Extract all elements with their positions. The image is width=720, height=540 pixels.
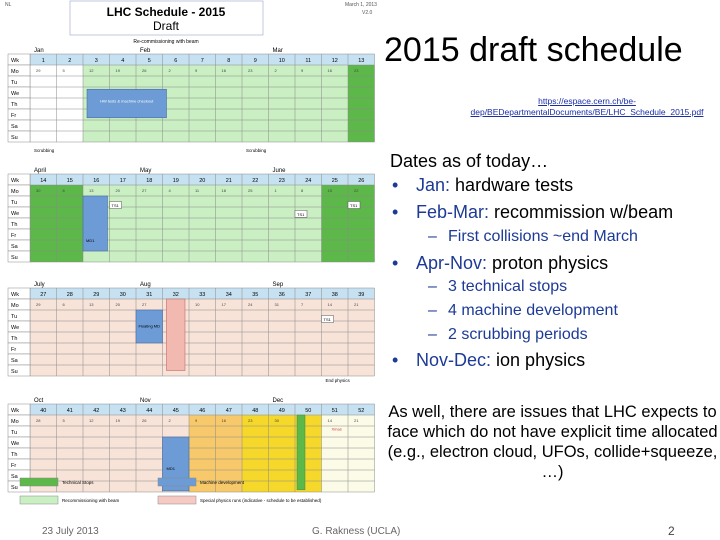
date-label: 16 <box>221 68 226 73</box>
date-label: 22 <box>354 188 359 193</box>
bullet-jan <box>392 174 573 196</box>
calendar-version-label: V2.0 <box>362 10 373 16</box>
week-number: 16 <box>93 178 100 184</box>
date-label: 15 <box>327 188 332 193</box>
xmas-label: Xmas <box>331 426 342 432</box>
day-label: Mo <box>11 419 19 425</box>
legend-swatch <box>158 496 196 504</box>
date-label: 24 <box>248 302 253 307</box>
annotation-label: Scrubbing <box>246 148 267 153</box>
date-label: 2 <box>168 418 171 423</box>
day-label: We <box>11 441 20 447</box>
week-number: 24 <box>305 178 312 184</box>
date-label: 16 <box>327 68 332 73</box>
day-label: Wk <box>11 408 19 414</box>
day-label: Su <box>11 369 18 375</box>
ts-label: TS1 <box>323 317 331 322</box>
month-label: Nov <box>140 398 151 404</box>
date-label: 27 <box>142 302 147 307</box>
date-label: 7 <box>301 302 304 307</box>
week-number: 37 <box>305 292 312 298</box>
week-number: 28 <box>66 292 73 298</box>
week-number: 42 <box>93 408 100 414</box>
annotation-label: Scrubbing <box>34 148 55 153</box>
physics-area <box>30 299 375 376</box>
date-label: 23 <box>354 68 359 73</box>
bullet-marker: • <box>392 175 399 195</box>
month-label: Feb <box>140 48 151 54</box>
day-label: We <box>11 211 20 217</box>
date-label: 26 <box>142 68 147 73</box>
day-label: Wk <box>11 178 19 184</box>
day-label: We <box>11 325 20 331</box>
date-label: 17 <box>221 302 226 307</box>
week-number: 33 <box>199 292 206 298</box>
legend-label: Machine development <box>200 480 245 485</box>
bullet-text: ion physics <box>496 350 586 370</box>
date-label: 30 <box>36 188 41 193</box>
sub-bullet-marker: – <box>428 302 437 319</box>
week-number: 52 <box>358 408 365 414</box>
calendar-corner-label: NL <box>5 2 12 8</box>
week-number: 31 <box>146 292 153 298</box>
week-number: 29 <box>93 292 100 298</box>
schedule-calendar <box>0 0 380 503</box>
day-label: Su <box>11 255 18 261</box>
legend-swatch <box>20 478 58 486</box>
recommission-area <box>189 65 375 142</box>
date-label: 26 <box>142 418 147 423</box>
week-number: 17 <box>119 178 126 184</box>
hw-tests-label: HW tests & machine checkout <box>100 98 154 104</box>
week-number: 49 <box>278 408 285 414</box>
legend-swatch <box>158 478 196 486</box>
week-number: 19 <box>172 178 179 184</box>
date-label: 5 <box>62 418 65 423</box>
date-label: 2 <box>274 68 277 73</box>
sub-bullet-text: First collisions ~end March <box>448 228 638 245</box>
month-label: Oct <box>34 398 44 404</box>
slide-title: 2015 draft schedule <box>384 31 683 69</box>
special-physics-box <box>167 299 186 371</box>
week-number: 26 <box>358 178 365 184</box>
bullet-text: hardware tests <box>455 175 574 195</box>
floating-md-label: Floating MD <box>138 323 161 329</box>
date-label: 19 <box>115 418 120 423</box>
week-number: 11 <box>305 58 312 64</box>
bullet-key: Nov-Dec: <box>416 350 492 370</box>
date-label: 13 <box>89 302 94 307</box>
recommission-annotation: Re-commissioning with beam <box>133 39 199 45</box>
date-label: 21 <box>354 302 359 307</box>
day-label: Mo <box>11 189 19 195</box>
week-number: 18 <box>146 178 153 184</box>
md-label: MD1 <box>166 466 175 471</box>
day-label: Tu <box>11 80 18 86</box>
ts-label: TS1 <box>111 203 119 208</box>
sub-bullet-marker: – <box>428 228 437 245</box>
week-number: 36 <box>278 292 285 298</box>
date-label: 18 <box>221 188 226 193</box>
week-number: 2 <box>68 58 72 64</box>
week-number: 34 <box>225 292 232 298</box>
week-number: 45 <box>172 408 179 414</box>
date-label: 14 <box>327 418 332 423</box>
week-number: 10 <box>278 58 285 64</box>
bullet-apr-nov <box>392 252 608 274</box>
footer-author: G. Rakness (UCLA) <box>312 526 401 537</box>
month-label: Jan <box>34 48 44 54</box>
date-label: 29 <box>36 302 41 307</box>
day-label: Sa <box>11 474 18 480</box>
week-number: 25 <box>331 178 338 184</box>
month-label: June <box>272 168 286 174</box>
month-label: Sep <box>272 282 284 288</box>
date-label: 19 <box>115 68 120 73</box>
month-label: July <box>34 282 45 288</box>
date-label: 12 <box>89 418 94 423</box>
date-label: 23 <box>248 68 253 73</box>
date-label: 20 <box>115 302 120 307</box>
schedule-link[interactable]: https://espace.cern.ch/be-dep/BEDepartmentalDocuments/BE/LHC_Schedule_2015.pdf <box>470 96 704 117</box>
footer-date: 23 July 2013 <box>42 526 99 537</box>
month-label: April <box>34 168 47 174</box>
day-label: Th <box>11 452 18 458</box>
bullet-key: Jan: <box>416 175 451 195</box>
sub-bullet-text: 3 technical stops <box>448 278 568 295</box>
day-label: Th <box>11 336 18 342</box>
week-number: 8 <box>227 58 231 64</box>
day-label: Tu <box>11 314 18 320</box>
issues-note: As well, there are issues that LHC expects to face which do not have explicit time allocated (e.g., electron cloud, UFOs, collide+squeeze, …) <box>387 403 718 481</box>
ion-label-box <box>297 415 305 490</box>
day-label: Fr <box>11 463 17 469</box>
date-label: 27 <box>142 188 147 193</box>
day-label: Fr <box>11 233 17 239</box>
date-label: 13 <box>89 188 94 193</box>
date-label: 11 <box>195 188 200 193</box>
week-number: 3 <box>94 58 98 64</box>
week-number: 14 <box>40 178 47 184</box>
hw-tests-box <box>87 89 167 118</box>
week-number: 23 <box>278 178 285 184</box>
day-label: Fr <box>11 347 17 353</box>
week-number: 44 <box>146 408 153 414</box>
date-label: 25 <box>248 188 253 193</box>
week-number: 22 <box>252 178 259 184</box>
day-label: Mo <box>11 69 19 75</box>
date-label: 31 <box>274 302 279 307</box>
date-label: 21 <box>354 418 359 423</box>
calendar-subtitle: Draft <box>152 19 180 33</box>
day-label: Tu <box>11 200 18 206</box>
sub-bullet-text: 2 scrubbing periods <box>448 326 588 343</box>
week-number: 21 <box>225 178 232 184</box>
legend-swatch <box>20 496 58 504</box>
legend-label: Special physics runs (indicative - schedule to be established) <box>200 498 322 503</box>
week-number: 20 <box>199 178 206 184</box>
bullet-marker: • <box>392 202 399 222</box>
bullet-text: proton physics <box>492 253 609 273</box>
date-label: 12 <box>89 68 94 73</box>
date-label: 5 <box>62 68 65 73</box>
day-label: Sa <box>11 124 18 130</box>
week-number: 15 <box>66 178 73 184</box>
week-number: 30 <box>119 292 126 298</box>
month-label: Dec <box>272 398 284 404</box>
week-number: 50 <box>305 408 312 414</box>
week-number: 5 <box>147 58 151 64</box>
date-label: 8 <box>301 188 304 193</box>
date-label: 28 <box>36 418 41 423</box>
date-label: 2 <box>168 68 171 73</box>
date-label: 6 <box>62 188 65 193</box>
day-label: Su <box>11 135 18 141</box>
legend-label: Technical Stops <box>62 480 94 485</box>
week-number: 43 <box>119 408 126 414</box>
date-label: 4 <box>168 188 171 193</box>
annotation-label: End physics <box>325 378 350 383</box>
week-number: 12 <box>331 58 338 64</box>
legend-label: Recommissioning with beam <box>62 498 120 503</box>
md-label: MD1 <box>86 238 95 244</box>
date-label: 29 <box>36 68 41 73</box>
date-label: 1 <box>274 188 277 193</box>
sub-bullet-marker: – <box>428 278 437 295</box>
day-label: Th <box>11 222 18 228</box>
week-number: 48 <box>252 408 259 414</box>
day-label: Wk <box>11 58 19 64</box>
week-number: 6 <box>174 58 178 64</box>
bullet-marker: • <box>392 350 399 370</box>
ts-label: TS1 <box>297 211 305 217</box>
ion-run-area <box>242 415 322 492</box>
date-label: 9 <box>301 68 304 73</box>
sub-bullet-technical-stops <box>428 277 567 297</box>
week-number: 41 <box>66 408 73 414</box>
week-number: 35 <box>252 292 259 298</box>
dates-heading: Dates as of today… <box>390 151 549 171</box>
ts-label: TS1 <box>350 203 358 208</box>
date-label: 6 <box>62 302 65 307</box>
week-number: 4 <box>121 58 125 64</box>
date-label: 10 <box>195 302 200 307</box>
date-label: 9 <box>195 68 198 73</box>
day-label: Su <box>11 485 18 491</box>
week-number: 46 <box>199 408 206 414</box>
sub-bullet-scrubbing <box>428 325 588 345</box>
week-number: 27 <box>40 292 47 298</box>
week-number: 7 <box>200 58 204 64</box>
sub-bullet-first-collisions <box>428 227 638 247</box>
week-number: 38 <box>331 292 338 298</box>
day-label: Mo <box>11 303 19 309</box>
day-label: Th <box>11 102 18 108</box>
sub-bullet-marker: – <box>428 326 437 343</box>
calendar-date-label: March 1, 2013 <box>345 2 377 8</box>
bullet-key: Feb-Mar: <box>416 202 490 222</box>
week-number: 47 <box>225 408 232 414</box>
page-number: 2 <box>668 524 675 538</box>
bullet-key: Apr-Nov: <box>416 253 488 273</box>
date-label: 9 <box>195 418 198 423</box>
week-number: 40 <box>40 408 47 414</box>
date-label: 14 <box>327 302 332 307</box>
week-number: 51 <box>331 408 338 414</box>
date-label: 30 <box>274 418 279 423</box>
week-number: 1 <box>41 58 45 64</box>
month-label: Aug <box>140 282 151 288</box>
date-label: 16 <box>221 418 226 423</box>
day-label: Wk <box>11 292 19 298</box>
week-number: 32 <box>172 292 179 298</box>
date-label: 23 <box>248 418 253 423</box>
bullet-nov-dec <box>392 349 585 371</box>
bullet-feb-mar <box>392 201 673 223</box>
bullet-marker: • <box>392 253 399 273</box>
sub-bullet-machine-development <box>428 301 618 321</box>
bullet-text: recommission w/beam <box>494 202 674 222</box>
month-label: Mar <box>272 48 283 54</box>
sub-bullet-text: 4 machine development <box>448 302 618 319</box>
month-label: May <box>140 168 152 174</box>
calendar-title: LHC Schedule - 2015 <box>106 5 226 19</box>
week-number: 9 <box>253 58 257 64</box>
date-label: 20 <box>115 188 120 193</box>
day-label: Fr <box>11 113 17 119</box>
day-label: Sa <box>11 358 18 364</box>
week-number: 39 <box>358 292 365 298</box>
day-label: Tu <box>11 430 18 436</box>
day-label: Sa <box>11 244 18 250</box>
tech-stop-area <box>348 65 375 142</box>
week-number: 13 <box>358 58 365 64</box>
day-label: We <box>11 91 20 97</box>
